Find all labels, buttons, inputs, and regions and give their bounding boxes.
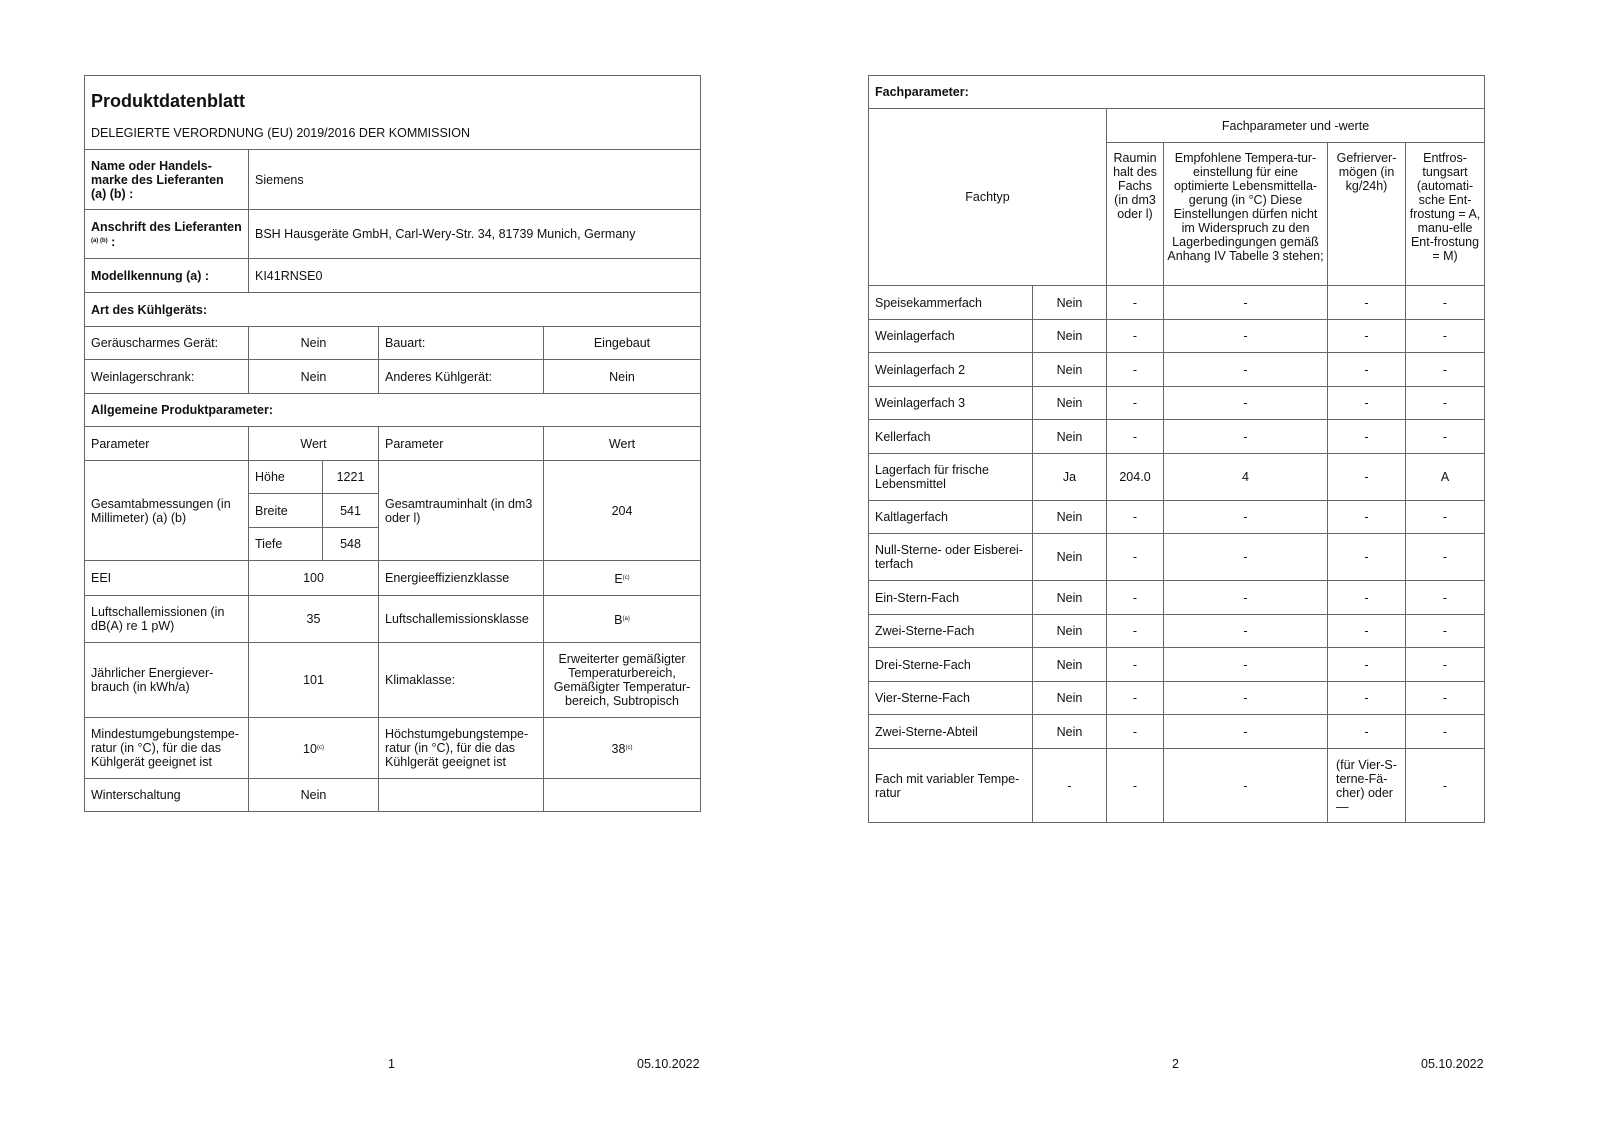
cell-value: Nein [1033, 320, 1107, 353]
height-value: 1221 [323, 461, 379, 494]
cell-value: - [1164, 581, 1328, 615]
cell-value: - [1107, 534, 1164, 581]
column-header: Raumin halt des Fachs (in dm3 oder l) [1107, 143, 1164, 286]
width-label: Breite [249, 494, 323, 528]
cell-value: A [1406, 454, 1485, 501]
page-number: 1 [388, 1057, 395, 1071]
address-label: Anschrift des Lieferanten $^{(a) (b)}$ : [85, 210, 249, 259]
cell-value: - [1164, 682, 1328, 715]
table-row [869, 320, 1485, 353]
compartment-name: Vier-Sterne-Fach [869, 682, 1033, 715]
eei-value: 100 [249, 561, 379, 596]
table-row [869, 648, 1485, 682]
cell-value: - [1164, 501, 1328, 534]
col-param: Parameter [85, 427, 249, 461]
table-row [869, 749, 1485, 823]
cell-value: - [1406, 420, 1485, 454]
column-header: Empfohlene Tempera-tur-einstellung für eine optimierte Lebensmittella-gerung (in °C) Diese Einstellungen dürfen nicht im Widerspruch zu den Lagerbedingungen gemäß Anhang IV Tabelle 3 stehen; [1164, 143, 1328, 286]
cell-value: Nein [1033, 534, 1107, 581]
cell-value: Nein [1033, 715, 1107, 749]
table-row [869, 420, 1485, 454]
cell-value: Ja [1033, 454, 1107, 501]
design-value: Eingebaut [544, 327, 701, 360]
table-row [869, 286, 1485, 320]
cell-value: - [1328, 682, 1406, 715]
cell-value: - [1328, 648, 1406, 682]
energy-label: Jährlicher Energiever-brauch (in kWh/a) [85, 643, 249, 718]
general-heading: Allgemeine Produktparameter: [85, 394, 701, 427]
depth-label: Tiefe [249, 528, 323, 561]
cell-value: - [1033, 749, 1107, 823]
page-title: Produktdatenblatt [91, 90, 246, 111]
climate-value: Erweiterter gemäßigter Temperaturbereich, Gemäßigter Temperatur-bereich, Subtropisch [544, 643, 701, 718]
cell-value: - [1328, 534, 1406, 581]
cell-value: - [1164, 353, 1328, 387]
cell-value: Nein [1033, 581, 1107, 615]
group-header: Fachparameter und -werte [1107, 109, 1485, 143]
cell-value: Nein [1033, 501, 1107, 534]
cell-value: Nein [1033, 286, 1107, 320]
wine-value: Nein [249, 360, 379, 394]
low-noise-value: Nein [249, 327, 379, 360]
empty-cell [544, 779, 701, 812]
cell-value: - [1328, 286, 1406, 320]
col-value: Wert [249, 427, 379, 461]
compartment-name: Drei-Sterne-Fach [869, 648, 1033, 682]
cell-value: - [1107, 320, 1164, 353]
compartment-heading: Fachparameter: [869, 76, 1485, 109]
compartment-name: Kellerfach [869, 420, 1033, 454]
cell-value: - [1328, 501, 1406, 534]
table-row [869, 353, 1485, 387]
cell-value: Nein [1033, 648, 1107, 682]
cell-value: - [1107, 648, 1164, 682]
cell-value: - [1164, 648, 1328, 682]
table-row [869, 682, 1485, 715]
type-heading: Art des Kühlgeräts: [85, 293, 701, 327]
cell-value: - [1164, 749, 1328, 823]
dims-label: Gesamtabmessungen (in Millimeter) (a) (b) [85, 461, 249, 561]
cell-value: - [1406, 715, 1485, 749]
max-temp-value: 38$^{(c)}$ [544, 718, 701, 779]
compartment-name: Lagerfach für frische Lebensmittel [869, 454, 1033, 501]
energy-value: 101 [249, 643, 379, 718]
eclass-value: $E^{(c)}$ [544, 561, 701, 596]
width-value: 541 [323, 494, 379, 528]
noise-value: 35 [249, 596, 379, 643]
cell-value: - [1107, 749, 1164, 823]
cell-value: - [1406, 534, 1485, 581]
page-date: 05.10.2022 [1421, 1057, 1484, 1071]
cell-value: - [1406, 749, 1485, 823]
cell-value: 4 [1164, 454, 1328, 501]
column-header: Gefrierver-mögen (in kg/24h) [1328, 143, 1406, 286]
cell-value: - [1328, 581, 1406, 615]
model-value: KI41RNSE0 [249, 259, 701, 293]
table-row [869, 615, 1485, 648]
regulation-subtitle: DELEGIERTE VERORDNUNG (EU) 2019/2016 DER KOMMISSION [91, 125, 471, 140]
page-number: 2 [1172, 1057, 1179, 1071]
cell-value: - [1406, 682, 1485, 715]
cell-value: - [1107, 715, 1164, 749]
cell-value: - [1164, 615, 1328, 648]
table-row [869, 501, 1485, 534]
cell-value: - [1328, 387, 1406, 420]
compartment-name: Speisekammerfach [869, 286, 1033, 320]
cell-value: - [1164, 715, 1328, 749]
cell-value: - [1107, 501, 1164, 534]
compartment-name: Null-Sterne- oder Eisberei-terfach [869, 534, 1033, 581]
volume-value: 204 [544, 461, 701, 561]
eclass-label: Energieeffizienzklasse [379, 561, 544, 596]
page-date: 05.10.2022 [637, 1057, 700, 1071]
cell-value: - [1328, 615, 1406, 648]
cell-value: - [1107, 420, 1164, 454]
table-row [869, 454, 1485, 501]
cell-value: - [1107, 682, 1164, 715]
supplier-label: Name oder Handels-marke des Lieferanten (a) (b) : [85, 150, 249, 210]
noise-class-label: Luftschallemissionsklasse [379, 596, 544, 643]
noise-label: Luftschallemissionen (in dB(A) re 1 pW) [85, 596, 249, 643]
fachtyp-header: Fachtyp [869, 109, 1107, 286]
compartment-name: Weinlagerfach [869, 320, 1033, 353]
cell-value: - [1328, 454, 1406, 501]
design-label: Bauart: [379, 327, 544, 360]
cell-value: (für Vier-S-terne-Fä-cher) oder — [1328, 749, 1406, 823]
cell-value: - [1107, 286, 1164, 320]
height-label: Höhe [249, 461, 323, 494]
compartment-name: Weinlagerfach 3 [869, 387, 1033, 420]
empty-cell [379, 779, 544, 812]
cell-value: - [1406, 615, 1485, 648]
cell-value: - [1328, 715, 1406, 749]
cell-value: Nein [1033, 420, 1107, 454]
compartment-name: Zwei-Sterne-Fach [869, 615, 1033, 648]
depth-value: 548 [323, 528, 379, 561]
cell-value: 204.0 [1107, 454, 1164, 501]
cell-value: - [1164, 420, 1328, 454]
other-value: Nein [544, 360, 701, 394]
compartment-name: Zwei-Sterne-Abteil [869, 715, 1033, 749]
eei-label: EEI [85, 561, 249, 596]
low-noise-label: Geräuscharmes Gerät: [85, 327, 249, 360]
max-temp-label: Höchstumgebungstempe-ratur (in °C), für die das Kühlgerät geeignet ist [379, 718, 544, 779]
cell-value: - [1328, 420, 1406, 454]
other-label: Anderes Kühlgerät: [379, 360, 544, 394]
supplier-value: Siemens [249, 150, 701, 210]
cell-value: - [1164, 286, 1328, 320]
cell-value: - [1164, 387, 1328, 420]
cell-value: - [1406, 648, 1485, 682]
cell-value: Nein [1033, 353, 1107, 387]
product-datasheet-table [84, 75, 701, 812]
compartment-name: Weinlagerfach 2 [869, 353, 1033, 387]
cell-value: - [1164, 320, 1328, 353]
cell-value: Nein [1033, 615, 1107, 648]
cell-value: Nein [1033, 682, 1107, 715]
compartment-name: Ein-Stern-Fach [869, 581, 1033, 615]
cell-value: - [1406, 353, 1485, 387]
col-param-2: Parameter [379, 427, 544, 461]
column-header: Entfros-tungsart (automati-sche Ent-frostung = A, manu-elle Ent-frostung = M) [1406, 143, 1485, 286]
cell-value: - [1406, 320, 1485, 353]
table-row [869, 715, 1485, 749]
wine-label: Weinlagerschrank: [85, 360, 249, 394]
min-temp-label: Mindestumgebungstempe-ratur (in °C), für die das Kühlgerät geeignet ist [85, 718, 249, 779]
min-temp-value: 10$^{(c)}$ [249, 718, 379, 779]
cell-value: - [1107, 615, 1164, 648]
climate-label: Klimaklasse: [379, 643, 544, 718]
cell-value: - [1406, 501, 1485, 534]
winter-value: Nein [249, 779, 379, 812]
compartment-parameters-table [868, 75, 1485, 823]
cell-value: - [1107, 353, 1164, 387]
col-value-2: Wert [544, 427, 701, 461]
cell-value: - [1328, 353, 1406, 387]
cell-value: - [1406, 581, 1485, 615]
address-value: BSH Hausgeräte GmbH, Carl-Wery-Str. 34, 81739 Munich, Germany [249, 210, 701, 259]
winter-label: Winterschaltung [85, 779, 249, 812]
noise-class-value: $B^{(a)}$ [544, 596, 701, 643]
cell-value: - [1406, 387, 1485, 420]
table-row [869, 387, 1485, 420]
cell-value: - [1406, 286, 1485, 320]
model-label: Modellkennung (a) : [85, 259, 249, 293]
cell-value: - [1164, 534, 1328, 581]
cell-value: Nein [1033, 387, 1107, 420]
compartment-name: Kaltlagerfach [869, 501, 1033, 534]
cell-value: - [1107, 387, 1164, 420]
volume-label: Gesamtrauminhalt (in dm3 oder l) [379, 461, 544, 561]
table-row [869, 534, 1485, 581]
cell-value: - [1107, 581, 1164, 615]
table-row [869, 581, 1485, 615]
compartment-name: Fach mit variabler Tempe-ratur [869, 749, 1033, 823]
cell-value: - [1328, 320, 1406, 353]
